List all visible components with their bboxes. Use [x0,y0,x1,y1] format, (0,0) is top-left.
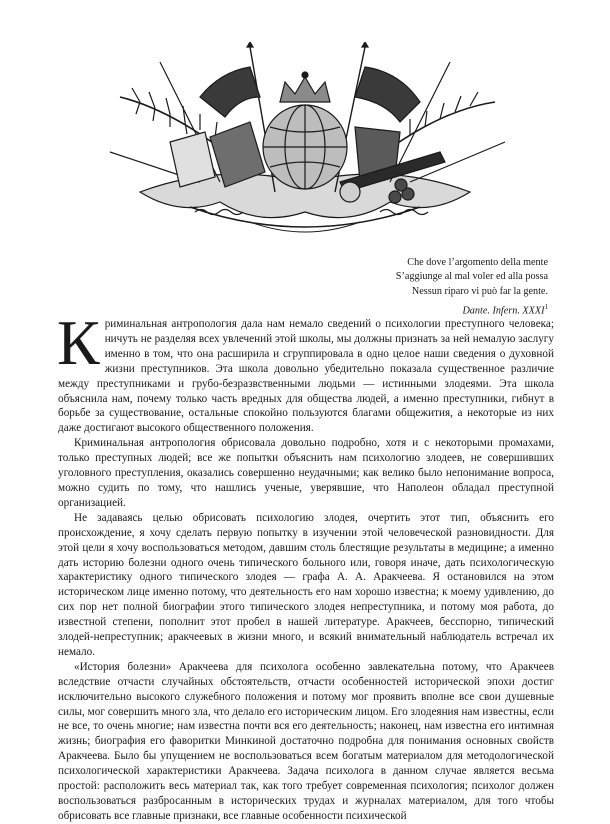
epigraph [248,256,548,319]
vignette-engraving [100,42,510,242]
paragraph: Криминальная антропология обрисовала довольно подробно, хотя и с некоторыми промахами, только преступных людей; все же попытки объяснить нам психологию злодеев, не совершивших уголовного преступления, оказались совершенно неудачными; как велико было непонимание вопроса, можно судить по тому, что нашлись ученые, уверявшие, что Наполеон обладал преступной организацией. [58,437,554,509]
paragraph-text: риминальная антропология дала нам немало сведений о психологии преступного человека; ничуть не разделяя всех увлечений этой школы, мы должны признать за ней немалую заслугу именно в том, что она расширила и сгруппировала в одно целое наши сведения о духовной жизни преступников. Эта школа довольно убедительно показала существенное различие между преступниками и грубо-безразвственными людьми — истинными злодеями. Эта школа объяснила нам, почему только часть вредных для общества людей, а именно преступники, гибнут в борьбе за существование, остальные спокойно пользуются благами общежития, а некоторые из них даже достигают высокого общественного положения. [58,318,554,435]
epigraph-line: S’aggiunge al mal voler ed alla possa [395,271,548,283]
epigraph-line: Che dove l’argomento della mente [407,257,548,268]
paragraph: «История болезни» Аракчеева для психолога особенно завлекательна потому, что Аракчеев вследствие отчасти случайных обстоятельств, отчасти особенностей исторической эпохи достиг исключительно высокого служебного положения и потому мог проявить вполне все свои душевные силы, мог совершить много зла, что делало его историческим лицом. Его злодеяния нам известны, если не все, то очень многие; нам известна почти вся его деятельность; наконец, нам известна его интимная жизнь; биография его фаворитки Минкиной достаточно подробна для понимания основных свойств Аракчеева. Было бы упущением не воспользоваться всем богатым материалом для методологической психологической характеристики Аракчеева. Задача психолога в данном случае является весьма простой: расположить весь материал так, как того требует современная психология; психолог должен воспользоваться разбросанным в исторических трудах и журналах материалом, для того чтобы обрисовать все главные признаки, все главные особенности психической [58,660,554,822]
paragraph: Не задаваясь целью обрисовать психологию злодея, очертить этот тип, объяснить его происхождение, я хочу сделать первую попытку в изучении этой человеческой разновидности. Для этой цели я хочу воспользоваться методом, давшим столь блестящие результаты в медицине; а именно дать историю болезни одного очень типического больного или, говоря иначе, дать психологическую характеристику одного типического злодея — графа А. А. Аракчеева. Я остановился на этом историческом лице именно потому, что деятельность его нам хорошо известна; к моему удивлению, до сих пор нет полной биографии этого типического злодея непреступника, и потому моя работа, до известной степени, пополнит этот пробел в нашей литературе. Аракчеев, бесспорно, типический злодей-непреступник; аракчеевых в жизни много, и всякий внимательный наблюдатель встречал их немало. [58,511,554,658]
epigraph-line: Nessun riparo vi può far la gente. [411,285,548,297]
trophy-of-arms-engraving-icon [110,42,505,232]
footnote-mark: 1 [544,303,548,312]
epigraph-source-text: Dante. Infern. XXXI [462,305,545,317]
drop-cap: К [57,307,100,378]
